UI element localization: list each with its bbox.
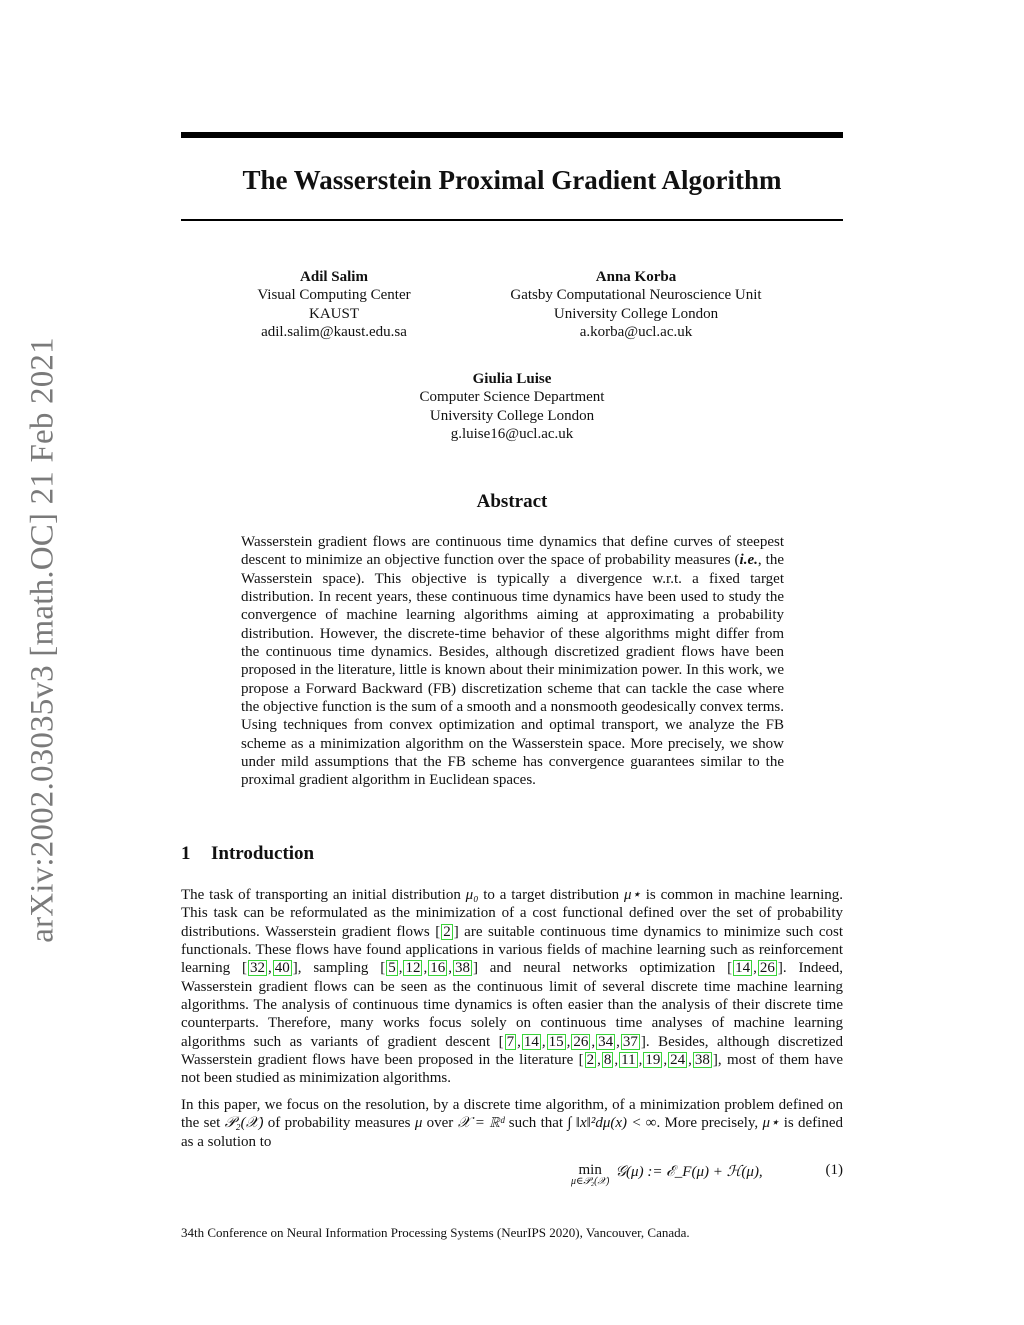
author-name: Anna Korba bbox=[595, 269, 677, 285]
author-block bbox=[362, 370, 662, 443]
author-affiliation: University College London bbox=[429, 407, 595, 424]
citation-link[interactable]: 16 bbox=[430, 960, 446, 977]
citation-link[interactable]: 8 bbox=[603, 1052, 612, 1069]
citation-group: 5 , 12 , 16 , 38 bbox=[388, 960, 470, 977]
author-affiliation: University College London bbox=[553, 305, 719, 322]
citation-link[interactable]: 12 bbox=[405, 960, 421, 977]
citation-link[interactable]: 14 bbox=[523, 1033, 539, 1050]
citation-group: 14 , 26 bbox=[735, 960, 775, 977]
abstract-heading: Abstract bbox=[476, 491, 548, 512]
citation-link[interactable]: 38 bbox=[454, 960, 470, 977]
author-block bbox=[234, 268, 434, 341]
author-block bbox=[476, 268, 796, 341]
citation-link[interactable]: 15 bbox=[548, 1033, 564, 1050]
author-affiliation: Computer Science Department bbox=[419, 389, 605, 406]
author-email[interactable]: a.korba@ucl.ac.uk bbox=[579, 323, 693, 340]
citation-link[interactable]: 14 bbox=[735, 960, 751, 977]
arxiv-identifier: arXiv:2002.03035v3 [math.OC] 21 Feb 2021 bbox=[24, 337, 61, 943]
citation-link[interactable]: 38 bbox=[694, 1052, 710, 1069]
citation-link[interactable]: 5 bbox=[388, 960, 396, 977]
citation-link[interactable]: 19 bbox=[645, 1052, 661, 1069]
intro-paragraph: In this paper, we focus on the resolution, by a discrete time algorithm, of a minimization problem defined on the set 𝒫₂(𝒳) of probability measures μ over 𝒳 = ℝᵈ such that ∫ ‖x‖²dμ(x) < ∞. More precisely, μ⋆ is defined as a solution to bbox=[181, 1097, 843, 1150]
conference-footnote: 34th Conference on Neural Information Processing Systems (NeurIPS 2020), Vancouver, Canada. bbox=[181, 1225, 690, 1240]
author-email[interactable]: g.luise16@ucl.ac.uk bbox=[450, 425, 574, 442]
equation-1 bbox=[181, 1160, 843, 1196]
title-rule-bottom bbox=[181, 219, 843, 221]
author-affiliation: Gatsby Computational Neuroscience Unit bbox=[510, 287, 762, 304]
citation-link[interactable]: 7 bbox=[506, 1033, 515, 1050]
author-name: Giulia Luise bbox=[472, 371, 552, 387]
paper-title: The Wasserstein Proximal Gradient Algorithm bbox=[242, 165, 782, 195]
citation-group bbox=[440, 924, 454, 940]
citation-link[interactable]: 37 bbox=[622, 1033, 638, 1050]
equation-body: 𝒢(μ) := ℰ_F(μ) + ℋ(μ), bbox=[615, 1164, 763, 1180]
citation-group: 32 , 40 bbox=[250, 960, 290, 977]
author-affiliation: Visual Computing Center bbox=[257, 287, 411, 304]
author-affiliation: KAUST bbox=[308, 305, 359, 322]
citation-link[interactable]: 26 bbox=[759, 960, 775, 977]
author-email[interactable]: adil.salim@kaust.edu.sa bbox=[261, 323, 407, 340]
citation-link[interactable]: 2 bbox=[586, 1052, 595, 1069]
intro-paragraph: The task of transporting an initial distribution μ₀ to a target distribution μ⋆ is common in machine learning. This task can be reformulated as the minimization of a cost functional defined over the set of probability distributions. Wasserstein gradient flows [ 2 ] are suitable continuous time dynamics to minimize such cost functionals. These flows have found applications in various fields of machine learning such as reinforcement learning [ 32 , 40 ], sampling [ 5 , 12 , 16 , 38 ] and neural networks optimization [ 14 , 26 ]. Indeed, Wasserstein gradient flows can be seen as the continuous limit of several discrete time machine learning algorithms. The analysis of continuous time dynamics is often easier than the analysis of their discrete time counterparts. Therefore, many works focus solely on continuous time analyses of machine learning algorithms such as variants of gradient descent [ 7 , 14 , 15 , 26 , 34 , 37 ]. Besides, although discretized Wasserstein gradient flows have been proposed in the literature [ 2 , 8 , 11 , 19 , 24 , 38 ], most of them have not been studied as minimization algorithms. bbox=[181, 887, 844, 1087]
equation-min-operator: min μ∈𝒫₂(𝒳) bbox=[571, 1162, 610, 1187]
section-heading: 1 Introduction bbox=[181, 843, 315, 864]
citation-link[interactable]: 32 bbox=[250, 960, 265, 977]
abstract-text: Wasserstein gradient flows are continuous time dynamics that define curves of steepest descent to minimize an objective function over the space of probability measures (i.e., the Wasserstein space). This objective is typically a divergence w.r.t. a fixed target distribution. In recent years, these continuous time dynamics have been used to study the convergence of machine learning algorithms aiming at approximating a probability distribution. However, the discrete-time behavior of these algorithms might differ from the continuous time dynamics. Besides, although discretized gradient flows have been proposed in the literature, little is known about their minimization power. In this work, we propose a Forward Backward (FB) discretization scheme that can tackle the case where the objective function is the sum of a smooth and a nonsmooth geodesically convex terms. Using techniques from convex optimization and optimal transport, we analyze the FB scheme as a minimization algorithm on the Wasserstein space. More precisely, we show under mild assumptions that the FB scheme has convergence guarantees similar to the proximal gradient algorithm in Euclidean spaces. bbox=[241, 534, 784, 789]
citation-link[interactable]: 34 bbox=[598, 1033, 614, 1050]
citation-group: 2 , 8 , 11 , 19 , 24 , 38 bbox=[586, 1052, 710, 1069]
citation-link[interactable]: 26 bbox=[573, 1033, 589, 1050]
citation-link[interactable]: 24 bbox=[670, 1052, 686, 1069]
citation-link[interactable]: 11 bbox=[621, 1052, 636, 1069]
author-name: Adil Salim bbox=[300, 269, 368, 285]
citation-link[interactable]: 40 bbox=[274, 960, 290, 977]
citation-group: 7 , 14 , 15 , 26 , 34 , 37 bbox=[506, 1033, 638, 1050]
title-rule-top bbox=[181, 132, 843, 138]
citation-link[interactable]: 2 bbox=[443, 923, 451, 940]
equation-number: (1) bbox=[825, 1162, 843, 1178]
